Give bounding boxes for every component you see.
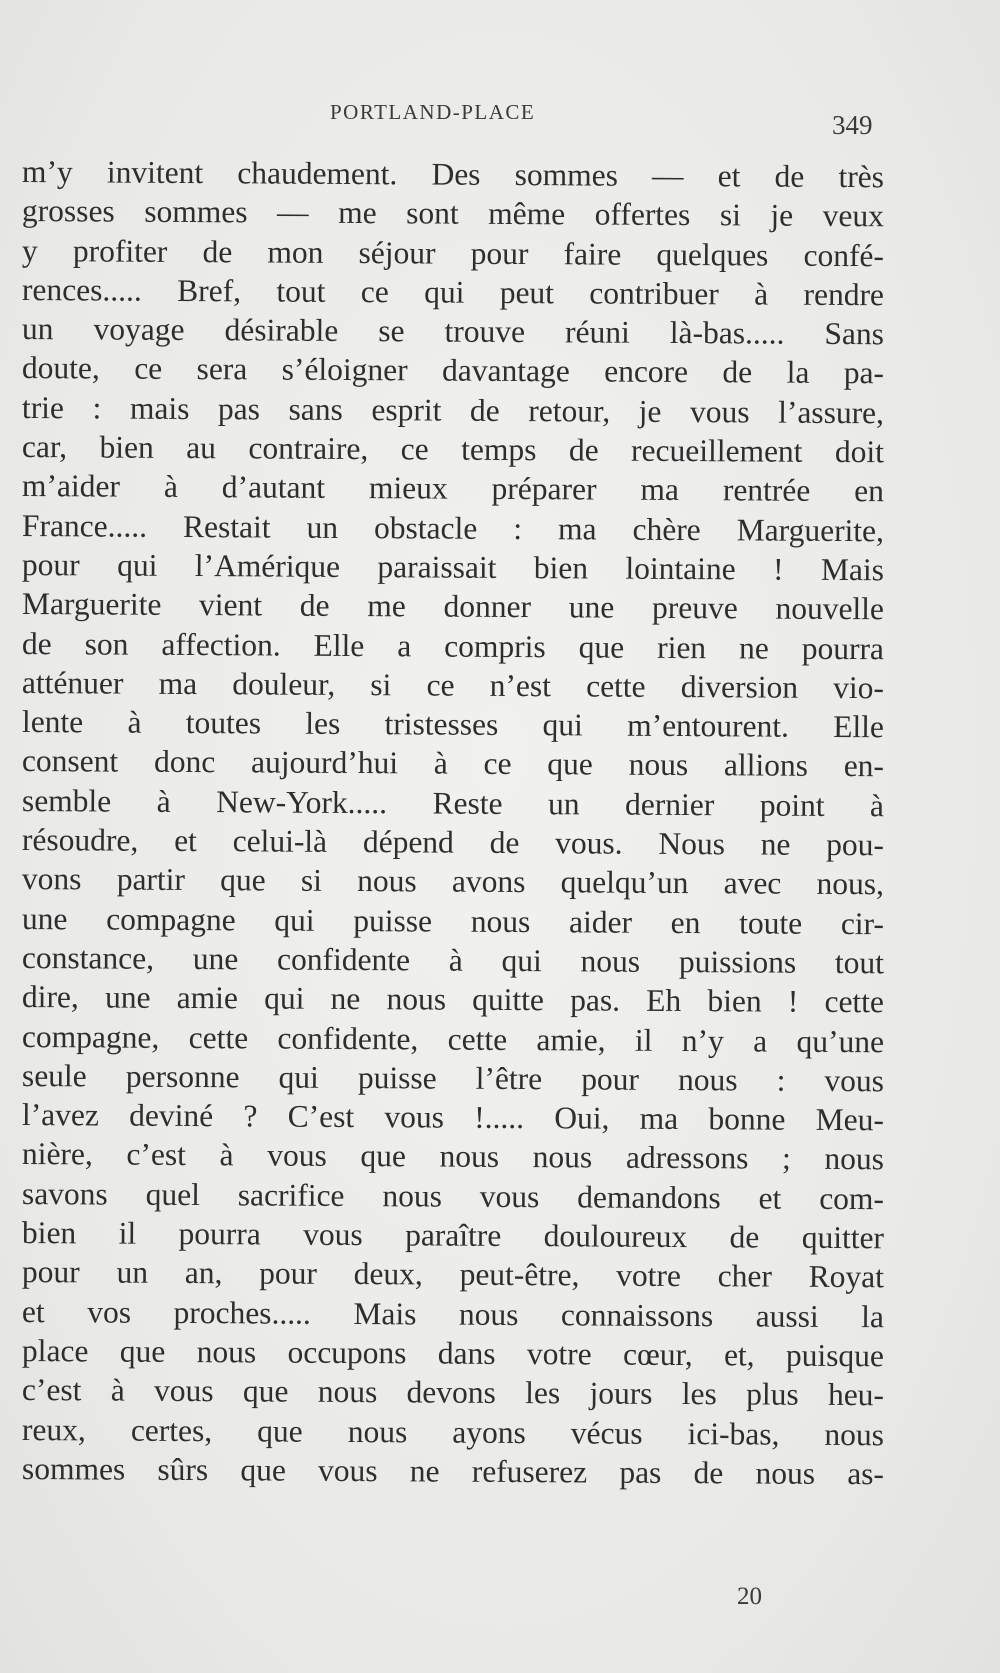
text-line: lente à toutes les tristesses qui m’entourent. Elle	[21, 704, 885, 745]
text-line: nière, c’est à vous que nous nous adressons ; nous	[21, 1136, 885, 1177]
text-line: m’aider à d’autant mieux préparer ma rentrée en	[21, 468, 885, 509]
text-line: sommes sûrs que vous ne refuserez pas de nous as-	[21, 1450, 885, 1492]
text-line: atténuer ma douleur, si ce n’est cette diversion vio-	[21, 664, 885, 706]
body-text	[22, 152, 884, 1552]
text-line: France..... Restait un obstacle : ma chère Marguerite,	[21, 507, 885, 548]
text-line: de son affection. Elle a compris que rien ne pourra	[21, 625, 885, 666]
text-line: compagne, cette confidente, cette amie, il n’y a qu’une	[21, 1018, 885, 1059]
text-line: l’avez deviné ? C’est vous !..... Oui, ma bonne Meu-	[21, 1097, 885, 1138]
text-line: seule personne qui puisse l’être pour nous : vous	[21, 1057, 885, 1099]
text-line: un voyage désirable se trouve réuni là-bas..... Sans	[21, 311, 885, 352]
text-line: trie : mais pas sans esprit de retour, je vous l’assure,	[21, 389, 885, 431]
text-line: une compagne qui puisse nous aider en toute cir-	[21, 900, 885, 941]
text-line: vons partir que si nous avons quelqu’un avec nous,	[21, 861, 885, 902]
text-line: constance, une confidente à qui nous puissions tout	[21, 939, 885, 981]
text-line: Marguerite vient de me donner une preuve nouvelle	[21, 586, 885, 627]
text-line: résoudre, et celui-là dépend de vous. Nous ne pou-	[21, 822, 885, 863]
text-line: grosses sommes — me sont même offertes si je veux	[21, 193, 885, 234]
text-line: c’est à vous que nous devons les jours les plus heu-	[21, 1372, 885, 1413]
text-line: et vos proches..... Mais nous connaissons aussi la	[21, 1293, 885, 1334]
text-line: pour un an, pour deux, peut-être, votre cher Royat	[21, 1254, 885, 1295]
text-line: dire, une amie qui ne nous quitte pas. Eh bien ! cette	[21, 979, 885, 1020]
text-line: consent donc aujourd’hui à ce que nous allions en-	[21, 743, 885, 784]
text-line: car, bien au contraire, ce temps de recueillement doit	[21, 429, 885, 470]
text-line: rences..... Bref, tout ce qui peut contribuer à rendre	[21, 271, 885, 313]
text-line: semble à New-York..... Reste un dernier point à	[21, 782, 885, 824]
running-head	[0, 100, 1000, 140]
text-line: y profiter de mon séjour pour faire quelques confé-	[21, 232, 885, 273]
signature-mark: 20	[737, 1583, 762, 1610]
text-line: savons quel sacrifice nous vous demandons et com-	[21, 1175, 885, 1216]
page-number: 349	[832, 110, 873, 140]
text-line: doute, ce sera s’éloigner davantage encore de la pa-	[21, 350, 885, 391]
text-line: place que nous occupons dans votre cœur, et, puisque	[21, 1332, 885, 1374]
text-line: reux, certes, que nous ayons vécus ici-bas, nous	[21, 1411, 885, 1452]
running-title: PORTLAND-PLACE	[330, 100, 536, 124]
text-line: pour qui l’Amérique paraissait bien lointaine ! Mais	[21, 546, 885, 588]
text-line: m’y invitent chaudement. Des sommes — et de très	[21, 154, 885, 195]
text-line: bien il pourra vous paraître douloureux de quitter	[21, 1215, 885, 1256]
